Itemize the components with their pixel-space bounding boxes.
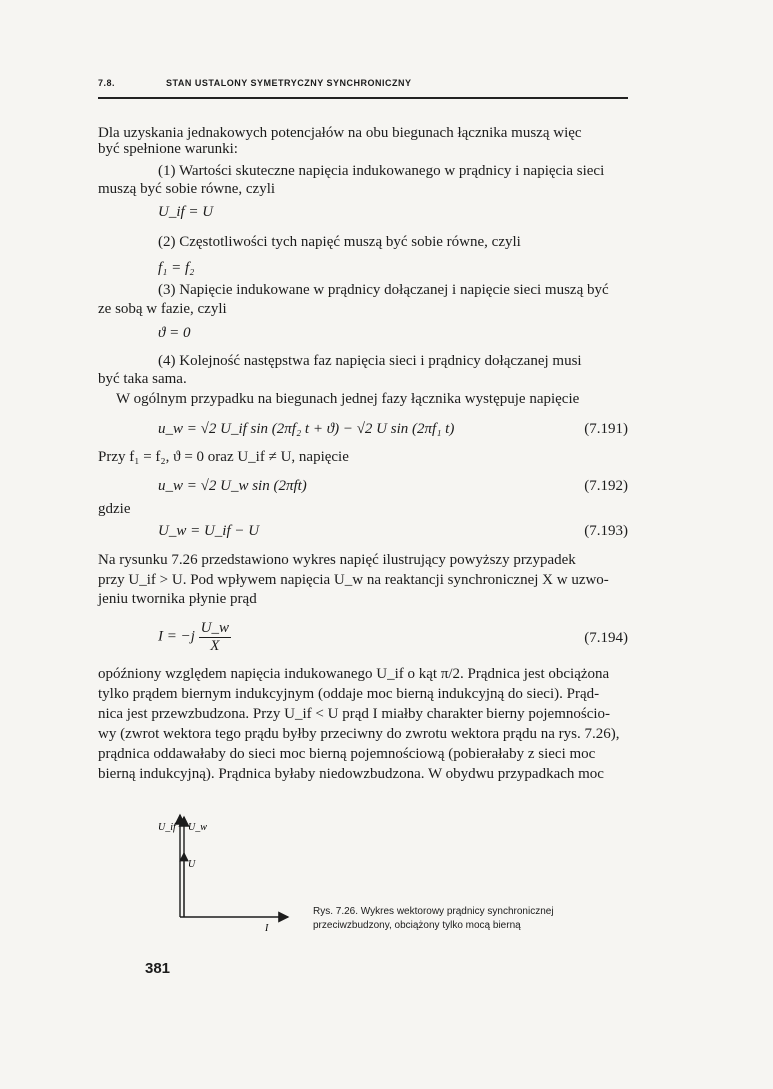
equation-7-194-lhs: I = −j xyxy=(158,628,195,645)
equation-7-192-number: (7.192) xyxy=(584,478,628,494)
running-header xyxy=(98,78,412,88)
para5-line4: wy (zwrot wektora tego prądu byłby przeciwny do zwrotu wektora prądu na rys. 7.26), xyxy=(98,726,620,742)
para5-line6: bierną indukcyjną). Prądnica byłaby niedowzbudzona. W obydwu przypadkach moc xyxy=(98,766,604,782)
condition1-line1: (1) Wartości skuteczne napięcia indukowanego w prądnicy i napięcia sieci xyxy=(158,163,605,179)
label-u: U xyxy=(188,859,196,870)
para5-line3: nica jest przewzbudzona. Przy U_if < U prąd I miałby charakter bierny pojemnościo- xyxy=(98,706,611,722)
figure-caption-line2: przeciwzbudzony, obciążony tylko mocą bierną xyxy=(313,920,521,931)
equation-7-192: u_w = √2 U_w sin (2πft) xyxy=(158,478,307,494)
para4-line3: jeniu twornika płynie prąd xyxy=(98,591,257,607)
condition3-equation: ϑ = 0 xyxy=(158,325,191,341)
para4-line1: Na rysunku 7.26 przedstawiono wykres napięć ilustrujący powyższy przypadek xyxy=(98,552,576,568)
para5-line2: tylko prądem biernym indukcyjnym (oddaje moc bierną indukcyjną do sieci). Prąd- xyxy=(98,686,600,702)
para5-line1: opóźniony względem napięcia indukowanego U_if o kąt π/2. Prądnica jest obciążona xyxy=(98,666,610,682)
equation-7-191-number: (7.191) xyxy=(584,421,628,437)
condition3-line1: (3) Napięcie indukowane w prądnicy dołączanej i napięcie sieci muszą być xyxy=(158,282,609,298)
header-rule xyxy=(98,97,628,99)
equation-7-194 xyxy=(158,620,231,654)
label-uw: U_w xyxy=(188,822,207,833)
condition4-line2: być taka sama. xyxy=(98,371,187,387)
condition1-equation: U_if = U xyxy=(158,204,214,220)
fraction-denominator: X xyxy=(210,637,220,654)
page-number: 381 xyxy=(145,960,171,977)
equation-7-191: u_w = √2 U_if sin (2πf₂ t + ϑ) − √2 U sin (2πf₁ t) xyxy=(158,421,455,437)
label-i: I xyxy=(265,923,269,934)
para1-line2: być spełnione warunki: xyxy=(98,141,238,157)
equation-7-194-fraction xyxy=(199,620,231,654)
figure-caption-line1: Rys. 7.26. Wykres wektorowy prądnicy synchronicznej xyxy=(313,906,554,917)
label-uif: U_if xyxy=(158,822,176,833)
equation-7-193: U_w = U_if − U xyxy=(158,523,260,539)
section-title: STAN USTALONY SYMETRYCZNY SYNCHRONICZNY xyxy=(166,78,412,88)
condition2-line1: (2) Częstotliwości tych napięć muszą być sobie równe, czyli xyxy=(158,234,521,250)
equation-7-194-number: (7.194) xyxy=(584,630,628,646)
condition4-line1: (4) Kolejność następstwa faz napięcia sieci i prądnicy dołączanej musi xyxy=(158,353,582,369)
vector-diagram xyxy=(150,805,300,940)
condition3-line2: ze sobą w fazie, czyli xyxy=(98,301,227,317)
para5-line5: prądnica oddawałaby do sieci moc bierną pojemnościową (pobierałaby z sieci moc xyxy=(98,746,596,762)
condition2-equation: f₁ = f₂ xyxy=(158,260,195,276)
section-number: 7.8. xyxy=(98,78,116,88)
gdzie-label: gdzie xyxy=(98,501,131,517)
fraction-numerator: U_w xyxy=(200,620,230,636)
para4-line2: przy U_if > U. Pod wpływem napięcia U_w na reaktancji synchronicznej X w uzwo- xyxy=(98,572,609,588)
para3-line1: Przy f₁ = f₂, ϑ = 0 oraz U_if ≠ U, napięcie xyxy=(98,449,349,465)
para1-line1: Dla uzyskania jednakowych potencjałów na obu biegunach łącznika muszą więc xyxy=(98,125,582,141)
equation-7-193-number: (7.193) xyxy=(584,523,628,539)
condition1-line2: muszą być sobie równe, czyli xyxy=(98,181,276,197)
para2-line1: W ogólnym przypadku na biegunach jednej fazy łącznika występuje napięcie xyxy=(116,391,580,407)
